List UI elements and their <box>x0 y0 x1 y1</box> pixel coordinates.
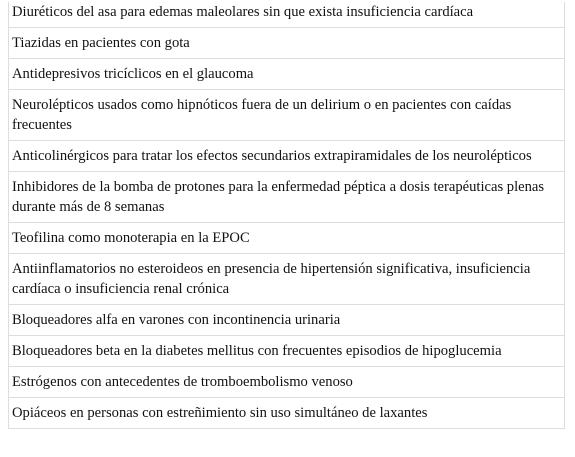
table-row <box>9 141 565 172</box>
table-cell: Inhibidores de la bomba de protones para la enfermedad péptica a dosis terapéuticas plenas durante más de 8 semanas <box>9 172 565 223</box>
table-row <box>9 28 565 59</box>
table-cell: Tiazidas en pacientes con gota <box>9 28 565 59</box>
table-row <box>9 367 565 398</box>
table-cell: Estrógenos con antecedentes de tromboembolismo venoso <box>9 367 565 398</box>
table-cell: Bloqueadores beta en la diabetes mellitus con frecuentes episodios de hipoglucemia <box>9 336 565 367</box>
table-row <box>9 172 565 223</box>
table-row <box>9 2 565 28</box>
table-row <box>9 336 565 367</box>
table-cell: Opiáceos en personas con estreñimiento sin uso simultáneo de laxantes <box>9 398 565 429</box>
table-row <box>9 254 565 305</box>
criteria-table-container <box>8 2 565 429</box>
table-row <box>9 398 565 429</box>
table-row <box>9 59 565 90</box>
table-cell: Antidepresivos tricíclicos en el glaucoma <box>9 59 565 90</box>
criteria-table <box>8 2 565 429</box>
table-row <box>9 90 565 141</box>
table-cell: Neurolépticos usados como hipnóticos fuera de un delirium o en pacientes con caídas frecuentes <box>9 90 565 141</box>
table-cell: Teofilina como monoterapia en la EPOC <box>9 223 565 254</box>
table-cell: Antiinflamatorios no esteroideos en presencia de hipertensión significativa, insuficiencia cardíaca o insuficiencia renal crónica <box>9 254 565 305</box>
table-row <box>9 223 565 254</box>
table-cell: Bloqueadores alfa en varones con incontinencia urinaria <box>9 305 565 336</box>
table-cell: Diuréticos del asa para edemas maleolares sin que exista insuficiencia cardíaca <box>9 2 565 28</box>
table-row <box>9 305 565 336</box>
table-cell: Anticolinérgicos para tratar los efectos secundarios extrapiramidales de los neurolépticos <box>9 141 565 172</box>
